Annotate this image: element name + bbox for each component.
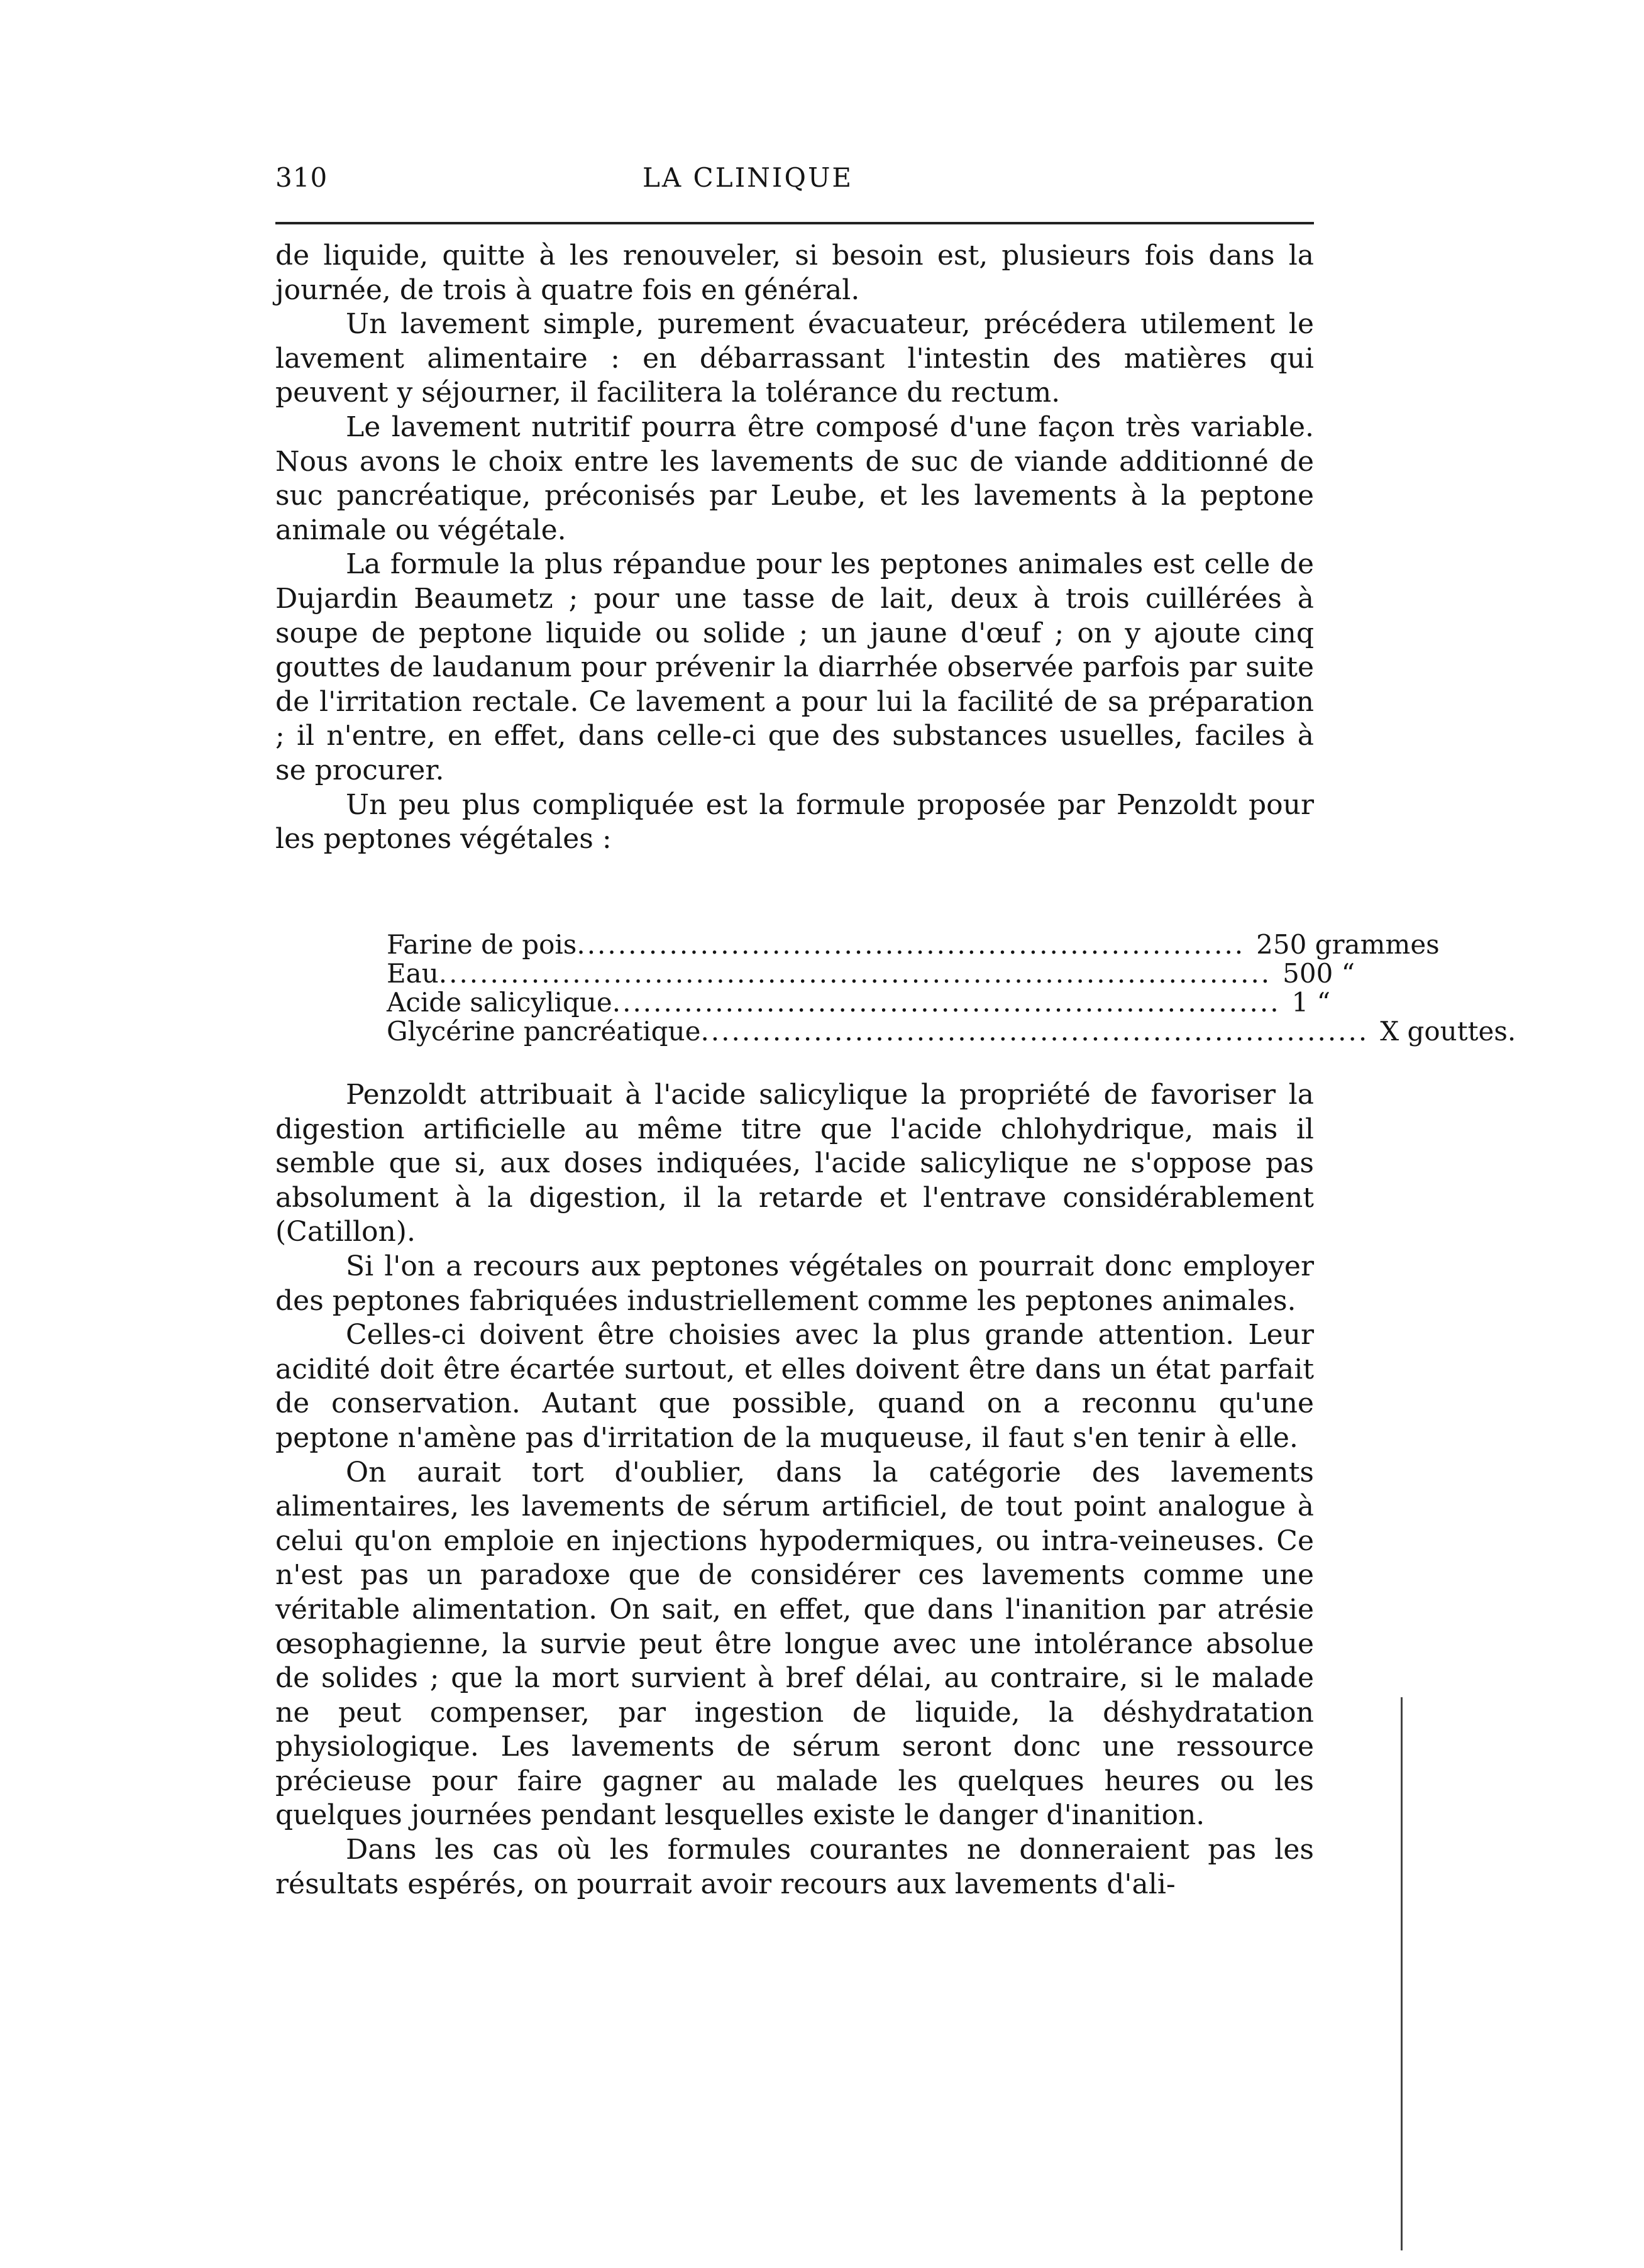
recipe-ingredient: Glycérine pancréatique (387, 1016, 701, 1047)
leader-dots: ................................................................. (577, 929, 1245, 960)
page-number: 310 (275, 162, 328, 193)
recipe-quantity: 500 “ (1283, 958, 1355, 989)
recipe-ingredient: Eau (387, 958, 439, 989)
recipe-row (387, 1016, 1516, 1047)
recipe-ingredient: Farine de pois (387, 929, 577, 960)
leader-dots: ................................................................. (612, 987, 1281, 1018)
leader-dots: ................................................................................. (438, 958, 1272, 989)
body-text-top (275, 239, 1314, 857)
recipe-formula (387, 929, 1516, 1047)
page-edge-line (1401, 1697, 1403, 2250)
paragraph: Dans les cas où les formules courantes ne donneraient pas les résultats espérés, on pourrait avoir recours aux lavements d'ali- (275, 1834, 1314, 1900)
paragraph: Celles-ci doivent être choisies avec la plus grande attention. Leur acidité doit être écartée surtout, et elles doivent être dans un état parfait de conservation. Autant que possible, quand on a reconnu qu'une peptone n'amène pas d'irritation de la muqueuse, il faut s'en tenir à elle. (275, 1319, 1314, 1454)
body-text-bottom (275, 1078, 1314, 1902)
recipe-row (387, 958, 1355, 989)
paragraph: Le lavement nutritif pourra être composé d'une façon très variable. Nous avons le choix entre les lavements de suc de viande additionné de suc pancréatique, préconisés par Leube, et les lavements à la peptone animale ou végétale. (275, 410, 1314, 546)
recipe-row (387, 929, 1440, 960)
recipe-ingredient: Acide salicylique (387, 987, 612, 1018)
recipe-quantity: 250 grammes (1256, 929, 1440, 960)
recipe-row (387, 987, 1331, 1018)
header-rule (275, 222, 1314, 224)
paragraph: Si l'on a recours aux peptones végétales on pourrait donc employer des peptones fabriquées industriellement comme les peptones animales. (275, 1250, 1314, 1317)
running-title: LA CLINIQUE (642, 162, 854, 193)
paragraph: On aurait tort d'oublier, dans la catégorie des lavements alimentaires, les lavements de sérum artificiel, de tout point analogue à celui qu'on emploie en injections hypodermiques, ou intra-veineuses. Ce n'est pas un paradoxe que de considérer ces lavements comme une véritable alimentation. On sait, en effet, que dans l'inanition par atrésie œsophagienne, la survie peut être longue avec une intolérance absolue de solides ; que la mort survient à bref délai, au contraire, si le malade ne peut compenser, par ingestion de liquide, la déshydratation physiologique. Les lavements de sérum seront donc une ressource précieuse pour faire gagner au malade les quelques heures ou les quelques journées pendant lesquelles existe le danger d'inanition. (275, 1456, 1314, 1832)
leader-dots: ................................................................. (700, 1016, 1369, 1047)
paragraph: Penzoldt attribuait à l'acide salicylique la propriété de favoriser la digestion artificielle au même titre que l'acide chlohydrique, mais il semble que si, aux doses indiquées, l'acide salicylique ne s'oppose pas absolument à la digestion, il la retarde et l'entrave considérablement (Catillon). (275, 1079, 1314, 1248)
paragraph: Un lavement simple, purement évacuateur, précédera utilement le lavement alimentaire : en débarrassant l'intestin des matières qui peuvent y séjourner, il facilitera la tolérance du rectum. (275, 308, 1314, 409)
paragraph: Un peu plus compliquée est la formule proposée par Penzoldt pour les peptones végétales : (275, 788, 1314, 856)
recipe-quantity: X gouttes. (1380, 1016, 1516, 1047)
paragraph: de liquide, quitte à les renouveler, si besoin est, plusieurs fois dans la journée, de trois à quatre fois en général. (275, 239, 1314, 306)
paragraph: La formule la plus répandue pour les peptones animales est celle de Dujardin Beaumetz ; pour une tasse de lait, deux à trois cuillérées à soupe de peptone liquide ou solide ; un jaune d'œuf ; on y ajoute cinq gouttes de laudanum pour prévenir la diarrhée observée parfois par suite de l'irritation rectale. Ce lavement a pour lui la facilité de sa préparation ; il n'entre, en effet, dans celle-ci que des substances usuelles, faciles à se procurer. (275, 548, 1314, 786)
recipe-quantity: 1 “ (1291, 987, 1331, 1018)
